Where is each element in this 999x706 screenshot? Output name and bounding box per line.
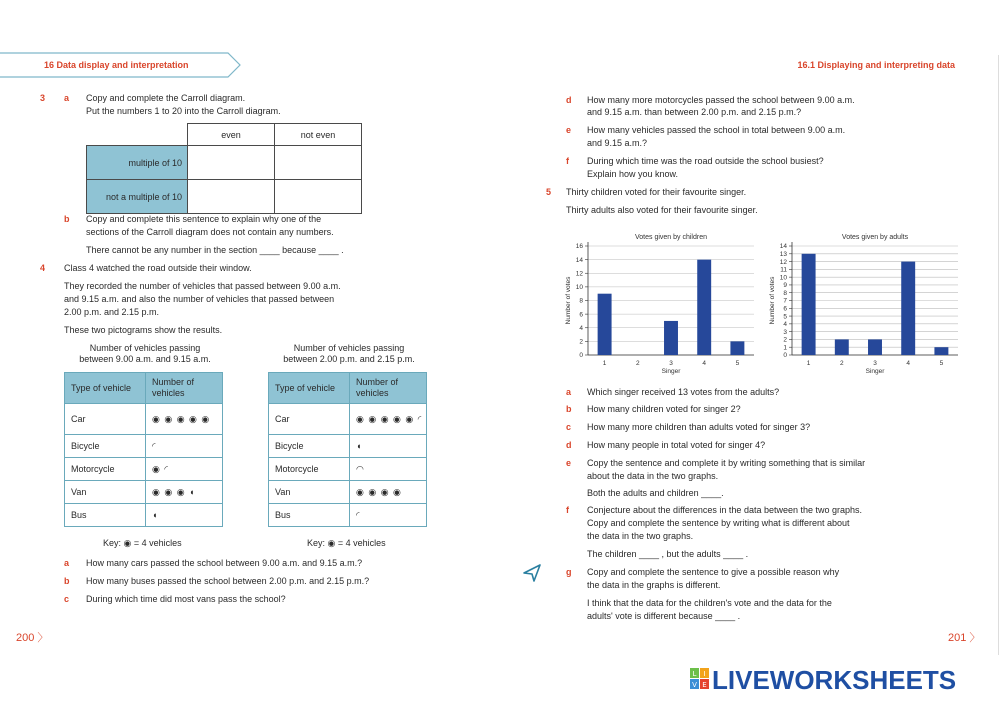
left-header-title: 16 Data display and interpretation (44, 60, 189, 70)
right-page-header: 16.1 Displaying and interpreting data (797, 60, 955, 70)
y-tick-label: 16 (575, 243, 583, 251)
x-tick-label: 1 (602, 360, 607, 367)
picto1-title-line2: between 9.00 a.m. and 9.15 a.m. (79, 354, 211, 364)
x-tick-label: 2 (839, 360, 844, 367)
x-tick-label: 3 (873, 360, 877, 367)
bar-singer-3 (664, 321, 678, 355)
y-axis-label: Number of votes (565, 276, 572, 325)
logo-badge-letter: E (702, 681, 707, 689)
picto1-type-van: Van (65, 481, 146, 504)
q5d-letter: d (566, 440, 572, 450)
chart-title: Votes given by children (635, 234, 707, 241)
picto2-icons-bus: ◜ (350, 504, 427, 527)
q4-line4: 2.00 p.m. and 2.15 p.m. (64, 307, 160, 317)
x-tick-label: 5 (735, 360, 740, 367)
y-tick-label: 14 (779, 243, 787, 251)
x-axis-label: Singer (865, 368, 885, 375)
picto1-icons-van: ◉ ◉ ◉ ◖ (146, 481, 223, 504)
picto1-type-bus: Bus (65, 504, 146, 527)
q4b-text: How many buses passed the school between 2.00 p.m. and 2.15 p.m.? (86, 576, 370, 586)
q5g-line1: Copy and complete the sentence to give a possible reason why (587, 567, 840, 577)
q4f-line2: Explain how you know. (587, 169, 679, 179)
q3a-letter: a (64, 93, 70, 103)
y-tick-label: 12 (575, 270, 583, 278)
right-page-number: 201 〉 (948, 632, 981, 644)
q5g-letter: g (566, 567, 572, 577)
q4c-letter: c (64, 594, 70, 604)
q5a-text: Which singer received 13 votes from the adults? (587, 387, 780, 397)
picto2-title-line1: Number of vehicles passing (293, 343, 405, 353)
q4f-line1: During which time was the road outside the school busiest? (587, 156, 824, 166)
children-votes-chart (560, 228, 760, 378)
carroll-cell[interactable] (275, 180, 362, 214)
q4b-letter: b (64, 576, 70, 586)
logo-badge-letter: I (703, 670, 706, 678)
y-tick-label: 8 (783, 289, 787, 297)
left-page-number: 200 〉 (16, 632, 49, 644)
carroll-cell[interactable] (188, 146, 275, 180)
q3b-line3: There cannot be any number in the section ____ because ____ . (86, 245, 344, 255)
picto1-type-bicycle: Bicycle (65, 435, 146, 458)
q5d-text: How many people in total voted for singer 4? (587, 440, 766, 450)
y-tick-label: 2 (579, 338, 583, 346)
y-tick-label: 5 (783, 313, 787, 321)
q5f-letter: f (566, 505, 569, 515)
adults-votes-chart (764, 228, 964, 378)
bar-singer-2 (835, 339, 849, 355)
y-tick-label: 10 (575, 284, 583, 292)
picto1-head-type: Type of vehicle (65, 373, 146, 404)
y-tick-label: 8 (579, 297, 583, 305)
carroll-row-multiple-of-10: multiple of 10 (87, 146, 188, 180)
q5-line1: Thirty children voted for their favourite singer. (566, 187, 747, 197)
q5g-line3: I think that the data for the children's vote and the data for the (587, 598, 832, 608)
picto1-icons-car: ◉ ◉ ◉ ◉ ◉ (146, 404, 223, 435)
q4-line2: They recorded the number of vehicles that passed between 9.00 a.m. (64, 281, 341, 291)
q5b-text: How many children voted for singer 2? (587, 404, 741, 414)
q4-number: 4 (40, 263, 46, 273)
picto1-icons-motorcycle: ◉ ◜ (146, 458, 223, 481)
q4e-line2: and 9.15 a.m.? (587, 138, 648, 148)
q5f-line3: the data in the two graphs. (587, 531, 694, 541)
picto2-icons-van: ◉ ◉ ◉ ◉ (350, 481, 427, 504)
x-tick-label: 3 (669, 360, 673, 367)
q4d-letter: d (566, 95, 572, 105)
q3a-line2: Put the numbers 1 to 20 into the Carroll diagram. (86, 106, 281, 116)
y-tick-label: 6 (783, 305, 787, 313)
y-axis-label: Number of votes (769, 276, 776, 325)
q5f-line4: The children ____ , but the adults ____ . (587, 549, 749, 559)
bar-singer-5 (730, 341, 744, 355)
y-tick-label: 11 (780, 266, 787, 274)
y-tick-label: 12 (779, 258, 787, 266)
y-tick-label: 0 (579, 352, 583, 360)
y-tick-label: 0 (783, 352, 787, 360)
q5e-line3: Both the adults and children ____. (587, 488, 724, 498)
y-tick-label: 3 (783, 328, 787, 336)
picto1-icons-bus: ◖ (146, 504, 223, 527)
carroll-row-not-multiple-of-10: not a multiple of 10 (87, 180, 188, 214)
q4d-line2: and 9.15 a.m. than between 2.00 p.m. and 2.15 p.m.? (587, 107, 802, 117)
q4-line1: Class 4 watched the road outside their window. (64, 263, 252, 273)
y-tick-label: 14 (575, 256, 583, 264)
q4e-letter: e (566, 125, 572, 135)
y-tick-label: 6 (579, 311, 583, 319)
picto1-type-motorcycle: Motorcycle (65, 458, 146, 481)
y-tick-label: 7 (783, 297, 787, 305)
q4c-text: During which time did most vans pass the school? (86, 594, 286, 604)
x-tick-label: 5 (939, 360, 944, 367)
chart-title: Votes given by adults (841, 234, 909, 241)
x-tick-label: 4 (906, 360, 911, 367)
picto1-title (60, 343, 230, 365)
carroll-diagram (86, 123, 362, 214)
picto1-title-line1: Number of vehicles passing (89, 343, 201, 353)
y-tick-label: 13 (779, 250, 787, 258)
q4a-letter: a (64, 558, 70, 568)
q5g-line4: adults' vote is different because ____ . (587, 611, 741, 621)
picto2-title-line2: between 2.00 p.m. and 2.15 p.m. (283, 354, 415, 364)
carroll-col-not-even: not even (275, 124, 362, 146)
q3a-line1: Copy and complete the Carroll diagram. (86, 93, 246, 103)
bar-singer-1 (802, 254, 816, 355)
y-tick-label: 1 (783, 344, 787, 352)
pictogram-afternoon (268, 372, 427, 527)
liveworksheets-logo (690, 665, 957, 695)
carroll-cell[interactable] (275, 146, 362, 180)
q4-line3: and 9.15 a.m. and also the number of vehicles that passed between (64, 294, 335, 304)
y-tick-label: 4 (783, 321, 787, 329)
picto2-type-bicycle: Bicycle (269, 435, 350, 458)
bar-singer-1 (598, 294, 612, 355)
bar-singer-5 (934, 347, 948, 355)
q3b-line2: sections of the Carroll diagram does not contain any numbers. (86, 227, 334, 237)
picto1-key: Key: ◉ = 4 vehicles (103, 538, 182, 548)
q5f-line2: Copy and complete the sentence by writing what is different about (587, 518, 850, 528)
logo-text: LIVEWORKSHEETS (712, 665, 957, 695)
q4-line5: These two pictograms show the results. (64, 325, 223, 335)
q5e-line2: about the data in the two graphs. (587, 471, 719, 481)
picto2-head-number: Number of vehicles (350, 373, 427, 404)
carroll-cell[interactable] (188, 180, 275, 214)
picto2-type-motorcycle: Motorcycle (269, 458, 350, 481)
bar-singer-4 (901, 262, 915, 355)
picto1-type-car: Car (65, 404, 146, 435)
picto2-type-car: Car (269, 404, 350, 435)
q5b-letter: b (566, 404, 572, 414)
picto2-type-van: Van (269, 481, 350, 504)
picto1-icons-bicycle: ◜ (146, 435, 223, 458)
x-tick-label: 1 (806, 360, 811, 367)
bar-singer-4 (697, 260, 711, 355)
bar-singer-3 (868, 339, 882, 355)
picto2-head-type: Type of vehicle (269, 373, 350, 404)
carroll-col-even: even (188, 124, 275, 146)
q5e-letter: e (566, 458, 572, 468)
picto2-type-bus: Bus (269, 504, 350, 527)
y-tick-label: 9 (783, 282, 787, 290)
y-tick-label: 4 (579, 324, 583, 332)
picto2-title (264, 343, 434, 365)
q5c-text: How many more children than adults voted for singer 3? (587, 422, 811, 432)
q4e-line1: How many vehicles passed the school in total between 9.00 a.m. (587, 125, 846, 135)
q4f-letter: f (566, 156, 569, 166)
reasoning-arrow-icon (522, 563, 542, 583)
logo-badge-letter: L (692, 670, 697, 678)
y-tick-label: 2 (783, 336, 787, 344)
q4a-text: How many cars passed the school between 9.00 a.m. and 9.15 a.m.? (86, 558, 363, 568)
logo-badge-icon (690, 668, 710, 690)
x-axis-label: Singer (661, 368, 681, 375)
q5a-letter: a (566, 387, 572, 397)
q5-number: 5 (546, 187, 552, 197)
picto2-icons-motorcycle: ◠ (350, 458, 427, 481)
carroll-corner (87, 124, 188, 146)
x-tick-label: 4 (702, 360, 707, 367)
picto2-icons-car: ◉ ◉ ◉ ◉ ◉ ◜ (350, 404, 427, 435)
logo-badge-letter: V (692, 681, 697, 689)
y-tick-label: 10 (779, 274, 787, 282)
q5f-line1: Conjecture about the differences in the data between the two graphs. (587, 505, 863, 515)
q5c-letter: c (566, 422, 572, 432)
pictogram-morning (64, 372, 223, 527)
q3b-letter: b (64, 214, 70, 224)
left-page-header (0, 51, 244, 79)
q4d-line1: How many more motorcycles passed the school between 9.00 a.m. (587, 95, 855, 105)
q5e-line1: Copy the sentence and complete it by writing something that is similar (587, 458, 866, 468)
q5-line2: Thirty adults also voted for their favourite singer. (566, 205, 758, 215)
x-tick-label: 2 (635, 360, 640, 367)
q3b-line1: Copy and complete this sentence to explain why one of the (86, 214, 322, 224)
picto2-key: Key: ◉ = 4 vehicles (307, 538, 386, 548)
q3-number: 3 (40, 93, 46, 103)
q5g-line2: the data in the graphs is different. (587, 580, 721, 590)
picto1-head-number: Number of vehicles (146, 373, 223, 404)
picto2-icons-bicycle: ◖ (350, 435, 427, 458)
